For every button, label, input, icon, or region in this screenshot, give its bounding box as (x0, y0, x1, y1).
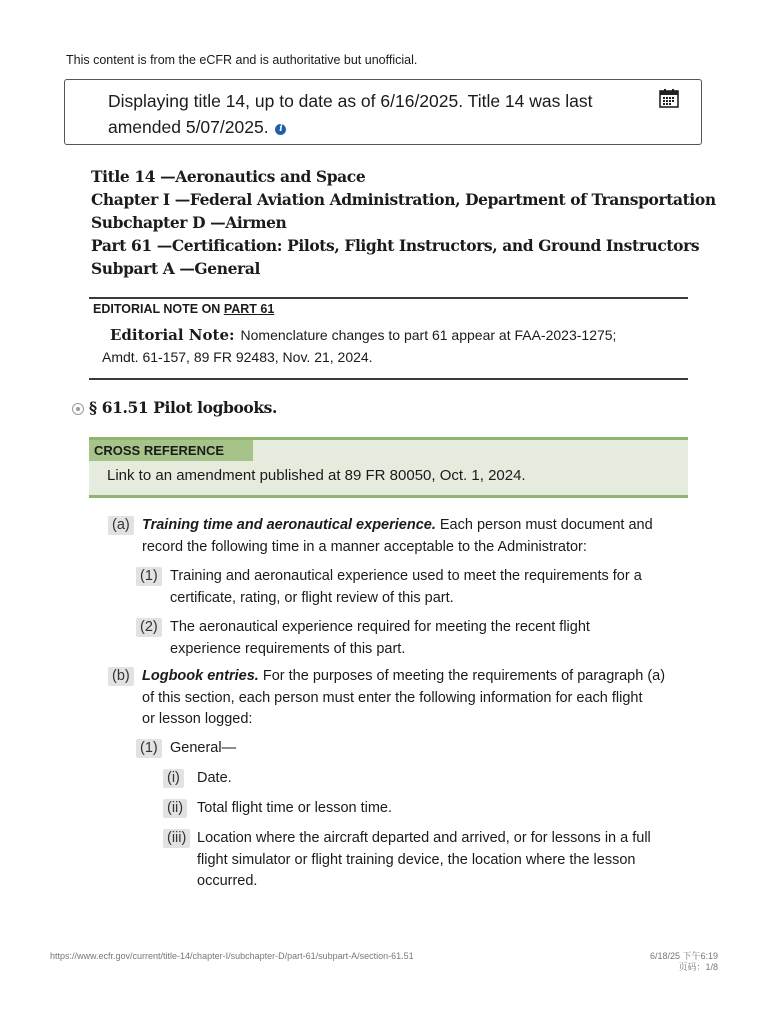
footer-page-number: 页码：1/8 (678, 962, 718, 972)
title-heading: Title 14 —Aeronautics and Space (91, 167, 366, 186)
paragraph-b-1-iii (163, 828, 683, 893)
paragraph-text: flight simulator or flight training device, the location where the lesson (197, 851, 636, 868)
chapter-heading: Chapter I —Federal Aviation Administration, Department of Transportation (91, 190, 716, 209)
cross-reference-label: CROSS REFERENCE (89, 440, 253, 461)
part-heading: Part 61 —Certification: Pilots, Flight Instructors, and Ground Instructors (91, 236, 700, 255)
banner-text: Displaying title 14, up to date as of 6/16/2025. Title 14 was last amended 5/07/2025. (108, 91, 593, 137)
footer-meta (640, 951, 718, 973)
paragraph-label: (b) (108, 667, 134, 686)
editorial-note-body (102, 324, 666, 368)
paragraph-text: Training and aeronautical experience used to meet the requirements for a (170, 568, 642, 584)
paragraph-text: record the following time in a manner acceptable to the Administrator: (142, 538, 587, 555)
paragraph-b-1 (136, 738, 676, 760)
paragraph-label: (2) (136, 618, 162, 637)
paragraph-a (108, 515, 668, 558)
hierarchy-headings (91, 165, 716, 280)
footer-timestamp: 6/18/25 下午6:19 (649, 951, 718, 961)
paragraph-b-1-i (163, 768, 663, 790)
paragraph-text: certificate, rating, or flight review of this part. (170, 589, 454, 606)
paragraph-text: Date. (197, 770, 232, 786)
editorial-note-line2: Amdt. 61-157, 89 FR 92483, Nov. 21, 2024. (102, 349, 373, 365)
paragraph-text: Each person must document and (435, 517, 653, 533)
cross-reference-link[interactable]: Link to an amendment published at 89 FR 80050, Oct. 1, 2024. (107, 467, 526, 484)
editorial-note-line1: Nomenclature changes to part 61 appear at FAA-2023-1275; (240, 327, 617, 343)
paragraph-text: or lesson logged: (142, 711, 253, 727)
paragraph-text: Location where the aircraft departed and arrived, or for lessons in a full (197, 830, 651, 846)
part-61-link[interactable]: PART 61 (223, 302, 275, 316)
editorial-note-box (89, 297, 688, 380)
calendar-icon[interactable] (659, 88, 679, 108)
paragraph-text: experience requirements of this part. (170, 640, 406, 657)
cross-reference-box (89, 437, 688, 498)
paragraph-label: (1) (136, 567, 162, 586)
paragraph-heading: Logbook entries. (142, 668, 259, 684)
paragraph-text: For the purposes of meeting the requirements of paragraph (a) (258, 668, 666, 684)
paragraph-text: The aeronautical experience required for meeting the recent flight (170, 619, 590, 635)
info-icon[interactable]: i (275, 124, 286, 135)
paragraph-label: (iii) (163, 829, 190, 848)
paragraph-a-2 (136, 617, 676, 660)
paragraph-label: (ii) (163, 799, 187, 818)
paragraph-text: Total flight time or lesson time. (197, 800, 393, 816)
paragraph-label: (i) (163, 769, 184, 788)
subchapter-heading: Subchapter D —Airmen (91, 213, 287, 232)
banner-message (108, 88, 648, 140)
paragraph-heading: Training time and aeronautical experience. (142, 517, 436, 533)
paragraph-b (108, 666, 688, 731)
disclaimer-text: This content is from the eCFR and is authoritative but unofficial. (66, 53, 418, 67)
subpart-heading: Subpart A —General (91, 259, 260, 278)
date-banner (64, 79, 702, 145)
section-target-icon[interactable] (72, 403, 84, 415)
paragraph-label: (1) (136, 739, 162, 758)
paragraph-a-1 (136, 566, 676, 609)
paragraph-text: of this section, each person must enter the following information for each flight (142, 689, 643, 706)
paragraph-label: (a) (108, 516, 134, 535)
paragraph-text: General— (170, 740, 237, 756)
footer-url: https://www.ecfr.gov/current/title-14/chapter-I/subchapter-D/part-61/subpart-A/section-61.51 (50, 951, 414, 961)
editorial-note-lead: Editorial Note: (110, 326, 235, 344)
editorial-note-heading (93, 302, 274, 316)
paragraph-text: occurred. (197, 873, 258, 889)
section-title: § 61.51 Pilot logbooks. (89, 398, 278, 417)
editorial-heading-prefix: EDITORIAL NOTE ON (93, 302, 224, 316)
paragraph-b-1-ii (163, 798, 663, 820)
